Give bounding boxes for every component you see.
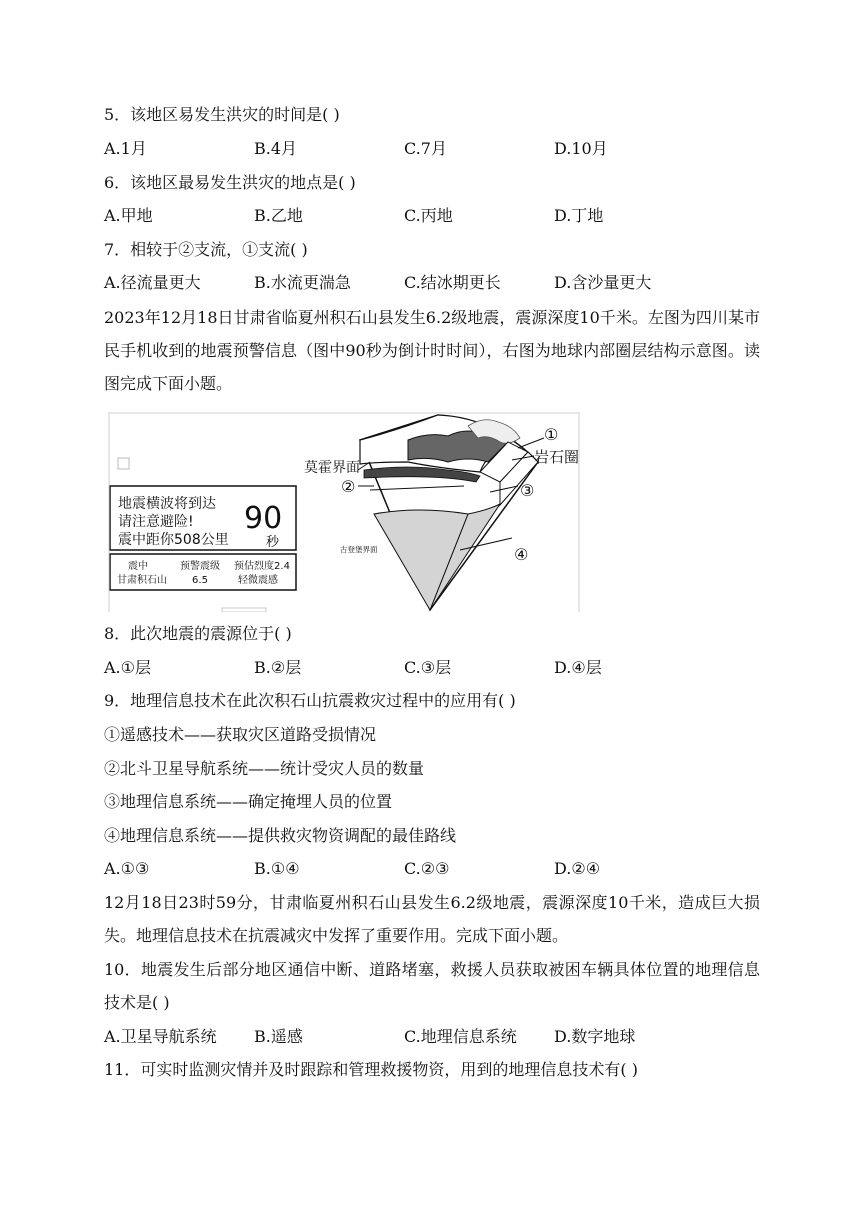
warning-line-1: 地震横波将到达 bbox=[118, 496, 216, 512]
question-11-stem: 11．可实时监测灾情并及时跟踪和管理救援物资，用到的地理信息技术有( ) bbox=[104, 1060, 638, 1079]
option-a: A.1月 bbox=[104, 139, 147, 158]
option-d: D.②④ bbox=[554, 859, 601, 878]
option-b: B.4月 bbox=[254, 139, 298, 158]
checkbox-placeholder-icon bbox=[118, 458, 129, 469]
moho-label: 莫霍界面 bbox=[304, 460, 360, 476]
intensity-label: 预估烈度2.4 bbox=[234, 561, 290, 572]
option-b: B.②层 bbox=[254, 658, 302, 677]
lithosphere-label: 岩石圈 bbox=[534, 448, 580, 466]
layer-4-marker: ④ bbox=[514, 545, 529, 564]
question-6-stem: 6．该地区最易发生洪灾的地点是( ) bbox=[104, 173, 356, 192]
gutenberg-label: 古登堡界面 bbox=[340, 545, 378, 554]
option-b: B.乙地 bbox=[254, 206, 303, 225]
material-intro-earthquake: 2023年12月18日甘肃省临夏州积石山县发生6.2级地震，震源深度10千米。左图为四川某市民手机收到的地震预警信息（图中90秒为倒计时时间），右图为地球内部圈层结构示意图。读图完成下面小题。 bbox=[104, 308, 760, 393]
question-9-stem: 9．地理信息技术在此次积石山抗震救灾过程中的应用有( ) bbox=[104, 691, 516, 710]
option-c: C.丙地 bbox=[404, 206, 453, 225]
option-d: D.含沙量更大 bbox=[554, 273, 652, 292]
layer-3-marker: ③ bbox=[520, 481, 535, 500]
option-d: D.④层 bbox=[554, 658, 602, 677]
warning-line-2: 请注意避险! bbox=[118, 514, 194, 530]
option-c: C.结冰期更长 bbox=[404, 273, 501, 292]
question-8-stem: 8．此次地震的震源位于( ) bbox=[104, 624, 292, 643]
option-a: A.卫星导航系统 bbox=[104, 1027, 217, 1046]
option-c: C.地理信息系统 bbox=[404, 1027, 517, 1046]
figure-earthquake bbox=[108, 412, 580, 612]
epicenter-value: 甘肃积石山 bbox=[117, 575, 167, 586]
magnitude-label: 预警震级 bbox=[180, 561, 220, 572]
option-d: D.丁地 bbox=[554, 206, 604, 225]
question-9-item-4: ④地理信息系统——提供救灾物资调配的最佳路线 bbox=[104, 826, 457, 845]
layer-1-marker: ① bbox=[544, 425, 559, 444]
question-7-stem: 7．相较于②支流，①支流( ) bbox=[104, 240, 308, 259]
option-c: C.③层 bbox=[404, 658, 452, 677]
option-a: A.①层 bbox=[104, 658, 151, 677]
epicenter-label: 震中 bbox=[128, 561, 148, 572]
option-c: C.②③ bbox=[404, 859, 450, 878]
intensity-value: 轻微震感 bbox=[238, 575, 278, 586]
decorative-tab bbox=[222, 608, 266, 612]
question-10-stem: 10．地震发生后部分地区通信中断、道路堵塞，救援人员获取被困车辆具体位置的地理信息技术是( ) bbox=[104, 960, 760, 1012]
option-a: A.①③ bbox=[104, 859, 150, 878]
option-b: B.水流更湍急 bbox=[254, 273, 351, 292]
question-9-item-2: ②北斗卫星导航系统——统计受灾人员的数量 bbox=[104, 759, 425, 778]
question-9-item-1: ①遥感技术——获取灾区道路受损情况 bbox=[104, 725, 377, 744]
magnitude-value: 6.5 bbox=[192, 575, 208, 586]
material-intro-gis: 12月18日23时59分，甘肃临夏州积石山县发生6.2级地震，震源深度10千米，造成巨大损失。地理信息技术在抗震减灾中发挥了重要作用。完成下面小题。 bbox=[104, 893, 760, 945]
option-b: B.遥感 bbox=[254, 1027, 303, 1046]
option-d: D.数字地球 bbox=[554, 1027, 636, 1046]
option-c: C.7月 bbox=[404, 139, 447, 158]
countdown-unit: 秒 bbox=[266, 535, 280, 550]
option-b: B.①④ bbox=[254, 859, 300, 878]
layer-2-marker: ② bbox=[341, 477, 356, 496]
option-d: D.10月 bbox=[554, 139, 608, 158]
question-5-stem: 5．该地区易发生洪灾的时间是( ) bbox=[104, 105, 340, 124]
option-a: A.径流量更大 bbox=[104, 273, 201, 292]
countdown-number: 90 bbox=[244, 501, 283, 536]
question-9-item-3: ③地理信息系统——确定掩埋人员的位置 bbox=[104, 792, 393, 811]
earth-interior-diagram bbox=[304, 415, 579, 610]
warning-line-3: 震中距你508公里 bbox=[118, 532, 229, 548]
option-a: A.甲地 bbox=[104, 206, 153, 225]
